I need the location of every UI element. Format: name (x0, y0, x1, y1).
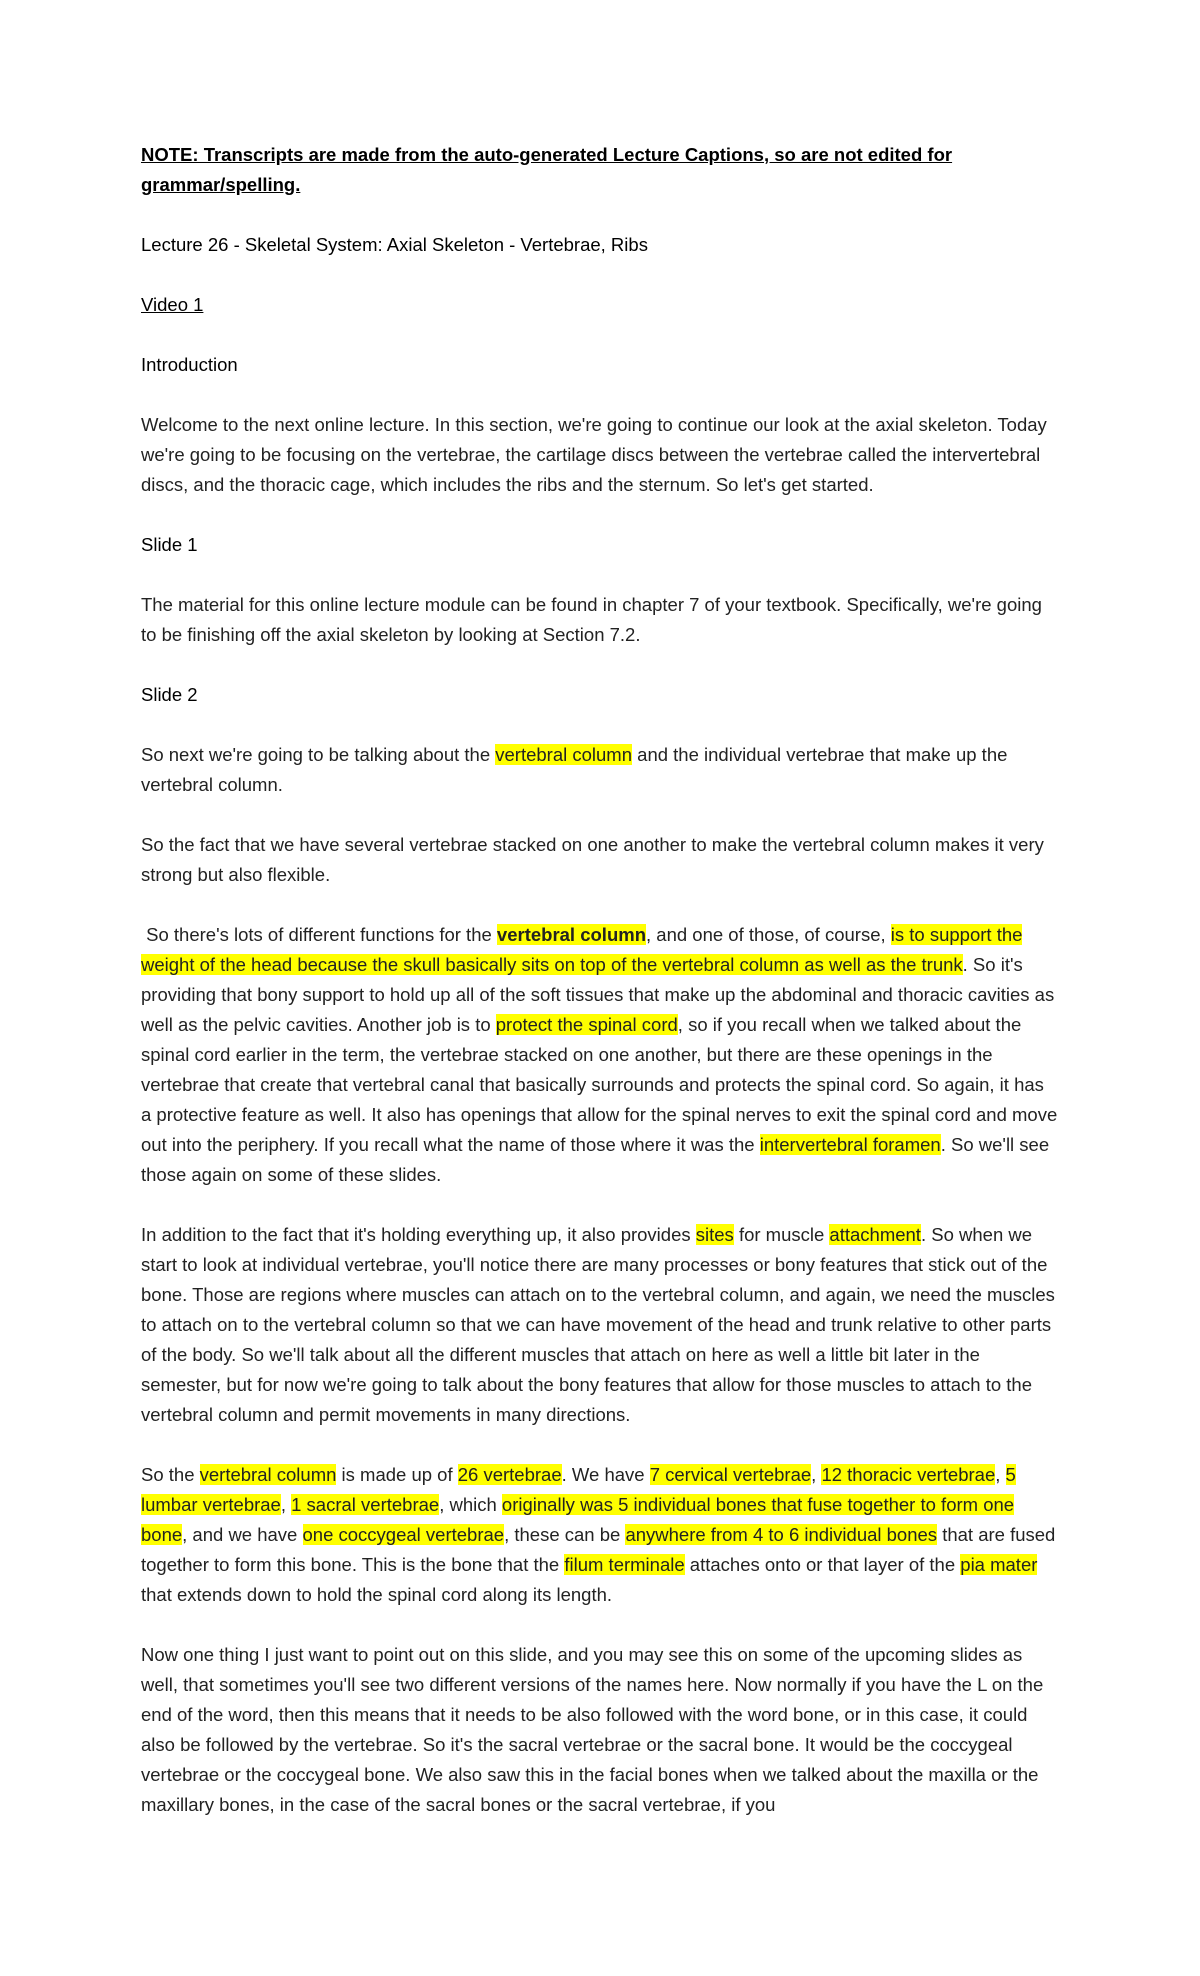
highlight: protect the spinal cord (495, 1014, 678, 1035)
highlight-bold: vertebral column (496, 924, 646, 945)
video-label: Video 1 (141, 294, 204, 315)
highlight: 5 lumbar vertebrae (141, 1464, 1016, 1515)
text-run: . We have (561, 1464, 650, 1485)
highlight: 26 vertebrae (457, 1464, 562, 1485)
lecture-title: Lecture 26 - Skeletal System: Axial Skeleton - Vertebrae, Ribs (141, 234, 648, 255)
text-run: , so if you recall when we talked about the spinal cord earlier in the term, the vertebrae stacked on one another, but there are these openings in the vertebrae that create that vertebral canal that basically surrounds and protects the spinal cord. So again, it has a protective feature as well. It also has openings that allow for the spinal nerves to exit the spinal cord and move out into the periphery. If you recall what the name of those where it was the (141, 1014, 1058, 1155)
text-run: , and we have (182, 1524, 303, 1545)
text-run: So next we're going to be talking about the (141, 744, 496, 765)
text-run: , these can be (504, 1524, 626, 1545)
text-run: , and one of those, of course, (646, 924, 891, 945)
highlight: 7 cervical vertebrae (649, 1464, 812, 1485)
text-run: that are fused together to form this bone. This is the bone that the (141, 1524, 1056, 1575)
transcript-note: NOTE: Transcripts are made from the auto-generated Lecture Captions, so are not edited for grammar/spelling. (141, 144, 953, 195)
highlight: attachment (829, 1224, 921, 1245)
text-run: . So it's providing that bony support to hold up all of the soft tissues that make up the abdominal and thoracic cavities as well as the pelvic cavities. Another job is to (141, 954, 1055, 1035)
text-run: In addition to the fact that it's holding everything up, it also provides (141, 1224, 696, 1245)
paragraph-muscle-attachment (141, 1220, 1059, 1430)
text-run: that extends down to hold the spinal cord along its length. (141, 1584, 613, 1605)
text-run: So there's lots of different functions for the (141, 924, 497, 945)
highlight: pia mater (960, 1554, 1038, 1575)
highlight: originally was 5 individual bones that fuse together to form one bone (141, 1494, 1015, 1545)
text-run: and the individual vertebrae that make up the vertebral column. (141, 744, 1008, 795)
paragraph-flexibility: So the fact that we have several vertebrae stacked on one another to make the vertebral column makes it very strong but also flexible. (141, 834, 1044, 885)
paragraph-introduction: Welcome to the next online lecture. In this section, we're going to continue our look at the axial skeleton. Today we're going to be focusing on the vertebrae, the cartilage discs between the vertebrae called the intervertebral discs, and the thoracic cage, which includes the ribs and the sternum. So let's get started. (141, 414, 1047, 495)
text-run: , (995, 1464, 1006, 1485)
text-run: , which (439, 1494, 502, 1515)
highlight: filum terminale (564, 1554, 685, 1575)
highlight: intervertebral foramen (759, 1134, 941, 1155)
paragraph-naming-versions: Now one thing I just want to point out on this slide, and you may see this on some of the upcoming slides as well, that sometimes you'll see two different versions of the names here. Now normally if you have the L on the end of the word, then this means that it needs to be also followed with the word bone, or in this case, it could also be followed by the vertebrae. So it's the sacral vertebrae or the sacral bone. It would be the coccygeal vertebrae or the coccygeal bone. We also saw this in the facial bones when we talked about the maxilla or the maxillary bones, in the case of the sacral bones or the sacral vertebrae, if you (141, 1644, 1044, 1815)
paragraph-vertebrae-count (141, 1460, 1059, 1610)
highlight: vertebral column (495, 744, 633, 765)
text-run: So the (141, 1464, 200, 1485)
highlight: vertebral column (199, 1464, 337, 1485)
text-run: , (280, 1494, 292, 1515)
highlight: anywhere from 4 to 6 individual bones (625, 1524, 938, 1545)
highlight: is to support the weight of the head because the skull basically sits on top of the vertebral column as well as the trunk (141, 924, 1023, 975)
text-run: . So when we start to look at individual vertebrae, you'll notice there are many processes or bony features that stick out of the bone. Those are regions where muscles can attach on to the vertebral column, and again, we need the muscles to attach on to the vertebral column so that we can have movement of the head and trunk relative to other parts of the body. So we'll talk about all the different muscles that attach on here as well a little bit later in the semester, but for now we're going to talk about the bony features that allow for those muscles to attach to the vertebral column and permit movements in many directions. (141, 1224, 1055, 1425)
section-heading-slide-2: Slide 2 (141, 684, 198, 705)
section-heading-introduction: Introduction (141, 354, 238, 375)
highlight: 12 thoracic vertebrae (821, 1464, 996, 1485)
paragraph-slide-1: The material for this online lecture module can be found in chapter 7 of your textbook. Specifically, we're going to be finishing off the axial skeleton by looking at Section 7.2. (141, 594, 1042, 645)
paragraph-functions (141, 920, 1059, 1190)
text-run: is made up of (336, 1464, 458, 1485)
paragraph-vertebral-column-intro (141, 740, 1059, 800)
highlight: one coccygeal vertebrae (302, 1524, 505, 1545)
section-heading-slide-1: Slide 1 (141, 534, 198, 555)
highlight: sites (695, 1224, 734, 1245)
highlight: 1 sacral vertebrae (291, 1494, 440, 1515)
text-run: , (811, 1464, 822, 1485)
text-run: for muscle (733, 1224, 830, 1245)
text-run: . So we'll see those again on some of these slides. (141, 1134, 1050, 1185)
text-run: attaches onto or that layer of the (684, 1554, 961, 1575)
